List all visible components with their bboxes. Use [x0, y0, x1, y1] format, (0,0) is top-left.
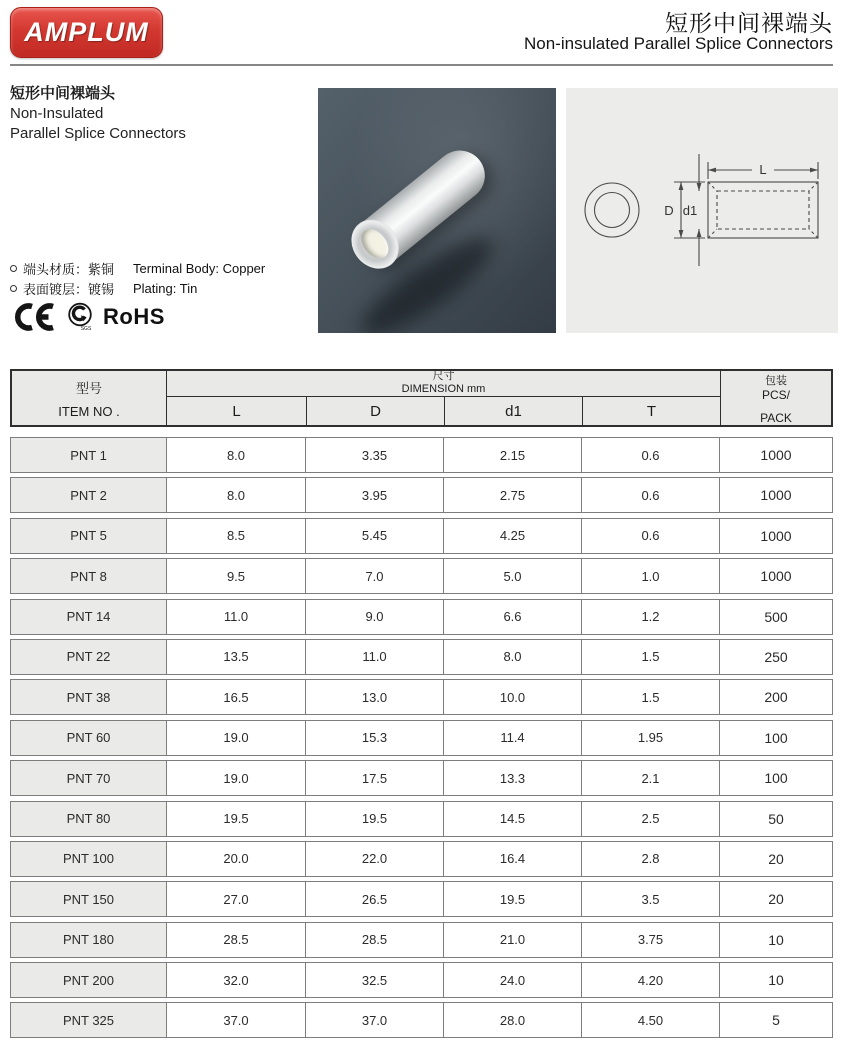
- item-no-cell: PNT 60: [11, 721, 166, 755]
- dimension-cell: 16.4: [443, 842, 581, 876]
- table-row: [10, 962, 833, 998]
- certification-row: [10, 301, 165, 333]
- dimension-cell: 19.5: [443, 882, 581, 916]
- table-row: [10, 477, 833, 513]
- pack-qty-cell: 50: [719, 802, 832, 836]
- dimension-cell: 2.75: [443, 478, 581, 512]
- item-no-cell: PNT 150: [11, 882, 166, 916]
- table-row: [10, 1002, 833, 1038]
- dimension-cell: 32.0: [166, 963, 305, 997]
- table-row: [10, 760, 833, 796]
- col-header-D: D: [306, 397, 444, 425]
- dimension-cell: 5.0: [443, 559, 581, 593]
- dimension-cell: 19.5: [305, 802, 443, 836]
- dim-label-D: D: [664, 203, 674, 218]
- dimension-cell: 19.0: [166, 721, 305, 755]
- sgs-label: SGS: [80, 326, 92, 332]
- dimension-cell: 19.5: [166, 802, 305, 836]
- pack-qty-cell: 1000: [719, 519, 832, 553]
- dimension-cell: 9.0: [305, 600, 443, 634]
- pack-qty-cell: 20: [719, 842, 832, 876]
- spec-material-zh: 端头材质：紫铜: [23, 261, 115, 277]
- pack-qty-cell: 10: [719, 963, 832, 997]
- dimension-cell: 32.5: [305, 963, 443, 997]
- rohs-label: RoHS: [103, 304, 165, 329]
- dimension-cell: 1.5: [581, 640, 719, 674]
- dimension-cell: 7.0: [305, 559, 443, 593]
- spec-material-en: Terminal Body: Copper: [133, 260, 266, 276]
- dimension-cell: 6.6: [443, 600, 581, 634]
- table-row: [10, 679, 833, 715]
- dim-label-L: L: [759, 162, 767, 177]
- side-view-outline: [708, 182, 818, 238]
- dimension-cell: 17.5: [305, 761, 443, 795]
- item-no-cell: PNT 200: [11, 963, 166, 997]
- item-no-cell: PNT 5: [11, 519, 166, 553]
- spec-plating-en: Plating: Tin: [133, 280, 198, 296]
- dimension-cell: 26.5: [305, 882, 443, 916]
- hidden-bore-outline: [717, 191, 809, 229]
- pack-qty-cell: 5: [719, 1003, 832, 1037]
- dimension-cell: 21.0: [443, 923, 581, 957]
- pack-qty-cell: 200: [719, 680, 832, 714]
- pack-header-en-1: PCS/: [761, 387, 790, 402]
- item-no-cell: PNT 38: [11, 680, 166, 714]
- dimension-cell: 3.95: [305, 478, 443, 512]
- dimension-cell: 14.5: [443, 802, 581, 836]
- product-photo: [318, 88, 556, 333]
- dimension-cell: 27.0: [166, 882, 305, 916]
- dimension-cell: 4.50: [581, 1003, 719, 1037]
- dimension-cell: 37.0: [166, 1003, 305, 1037]
- col-header-T: T: [582, 397, 720, 425]
- pack-qty-cell: 1000: [719, 438, 832, 472]
- dimension-cell: 1.0: [581, 559, 719, 593]
- table-header: [10, 369, 833, 427]
- pack-qty-cell: 1000: [719, 559, 832, 593]
- dimension-cell: 16.5: [166, 680, 305, 714]
- page-title-en: Non-insulated Parallel Splice Connectors: [524, 34, 833, 53]
- dimension-cell: 13.3: [443, 761, 581, 795]
- spec-row-material: [10, 258, 265, 278]
- dimension-header-en: DIMENSION mm: [401, 383, 486, 395]
- dimension-cell: 15.3: [305, 721, 443, 755]
- dimension-diagram: [566, 88, 838, 333]
- dimension-cell: 2.15: [443, 438, 581, 472]
- item-header-en: ITEM NO .: [58, 403, 120, 419]
- logo-text: AMPLUM: [24, 17, 149, 47]
- dimension-cell: 1.95: [581, 721, 719, 755]
- item-no-cell: PNT 80: [11, 802, 166, 836]
- spec-row-plating: [10, 278, 265, 298]
- ring-inner-circle: [595, 193, 630, 228]
- pack-qty-cell: 1000: [719, 478, 832, 512]
- dimension-cell: 5.45: [305, 519, 443, 553]
- product-name-en-1: Non-Insulated: [10, 105, 104, 122]
- table-body: [10, 437, 833, 1043]
- dimension-cell: 28.5: [166, 923, 305, 957]
- pack-qty-cell: 250: [719, 640, 832, 674]
- dimension-cell: 10.0: [443, 680, 581, 714]
- dimension-cell: 3.35: [305, 438, 443, 472]
- spec-plating-zh: 表面镀层：镀锡: [23, 281, 115, 297]
- bullet-icon: [10, 285, 17, 292]
- pack-header-en-2: PACK: [760, 410, 792, 425]
- item-no-cell: PNT 100: [11, 842, 166, 876]
- bullet-icon: [10, 265, 17, 272]
- table-row: [10, 599, 833, 635]
- product-name-en-2: Parallel Splice Connectors: [10, 125, 186, 142]
- dimension-cell: 0.6: [581, 438, 719, 472]
- ring-outer-circle: [585, 183, 639, 237]
- dimension-cell: 28.5: [305, 923, 443, 957]
- dimension-cell: 4.20: [581, 963, 719, 997]
- dimension-cell: 11.0: [305, 640, 443, 674]
- dimension-cell: 28.0: [443, 1003, 581, 1037]
- dimension-cell: 8.5: [166, 519, 305, 553]
- col-header-item-no: [12, 371, 167, 425]
- pack-qty-cell: 100: [719, 721, 832, 755]
- item-no-cell: PNT 180: [11, 923, 166, 957]
- amplum-logo: [10, 7, 163, 58]
- dimension-cell: 11.4: [443, 721, 581, 755]
- material-specs: [10, 258, 265, 298]
- dimension-header-zh: 尺寸: [432, 370, 455, 382]
- dimension-cell: 1.2: [581, 600, 719, 634]
- dimension-cell: 8.0: [166, 478, 305, 512]
- table-row: [10, 518, 833, 554]
- dimension-cell: 13.0: [305, 680, 443, 714]
- dimension-cell: 24.0: [443, 963, 581, 997]
- dimension-cell: 37.0: [305, 1003, 443, 1037]
- table-row: [10, 720, 833, 756]
- sgs-cert-icon: [65, 301, 95, 333]
- header-divider: [10, 64, 833, 66]
- table-row: [10, 922, 833, 958]
- item-no-cell: PNT 1: [11, 438, 166, 472]
- page-title-zh: 短形中间裸端头: [665, 10, 833, 36]
- item-header-zh: 型号: [75, 380, 102, 396]
- col-header-L: L: [232, 402, 241, 420]
- item-no-cell: PNT 14: [11, 600, 166, 634]
- dimension-cell: 19.0: [166, 761, 305, 795]
- product-name-zh: 短形中间裸端头: [10, 85, 116, 102]
- pack-qty-cell: 100: [719, 761, 832, 795]
- item-no-cell: PNT 8: [11, 559, 166, 593]
- dimension-cell: 20.0: [166, 842, 305, 876]
- dimension-cell: 13.5: [166, 640, 305, 674]
- tube-opening: [342, 210, 409, 278]
- dimension-cell: 2.1: [581, 761, 719, 795]
- col-header-pack: [720, 371, 831, 425]
- pack-qty-cell: 10: [719, 923, 832, 957]
- table-row: [10, 558, 833, 594]
- dimension-cell: 0.6: [581, 519, 719, 553]
- col-header-d1: d1: [444, 397, 582, 425]
- item-no-cell: PNT 22: [11, 640, 166, 674]
- dimension-cell: 3.5: [581, 882, 719, 916]
- dimension-cell: 9.5: [166, 559, 305, 593]
- table-row: [10, 841, 833, 877]
- tube-bore: [356, 224, 394, 263]
- dimension-cell: 8.0: [443, 640, 581, 674]
- dimension-cell: 2.5: [581, 802, 719, 836]
- item-no-cell: PNT 325: [11, 1003, 166, 1037]
- table-row: [10, 881, 833, 917]
- dimension-cell: 8.0: [166, 438, 305, 472]
- dimension-cell: 0.6: [581, 478, 719, 512]
- item-no-cell: PNT 70: [11, 761, 166, 795]
- item-no-cell: PNT 2: [11, 478, 166, 512]
- pack-qty-cell: 20: [719, 882, 832, 916]
- product-name-block: [10, 84, 186, 144]
- dimension-cell: 1.5: [581, 680, 719, 714]
- dimension-cell: 4.25: [443, 519, 581, 553]
- pack-header-zh: 包装: [765, 374, 787, 387]
- dimension-cell: 3.75: [581, 923, 719, 957]
- col-header-dimension: [167, 371, 720, 397]
- table-row: [10, 437, 833, 473]
- dim-label-d1: d1: [682, 203, 698, 218]
- dimension-cell: 22.0: [305, 842, 443, 876]
- table-row: [10, 801, 833, 837]
- dimension-cell: 11.0: [166, 600, 305, 634]
- table-row: [10, 639, 833, 675]
- pack-qty-cell: 500: [719, 600, 832, 634]
- ce-mark-icon: [10, 302, 56, 332]
- dimension-cell: 2.8: [581, 842, 719, 876]
